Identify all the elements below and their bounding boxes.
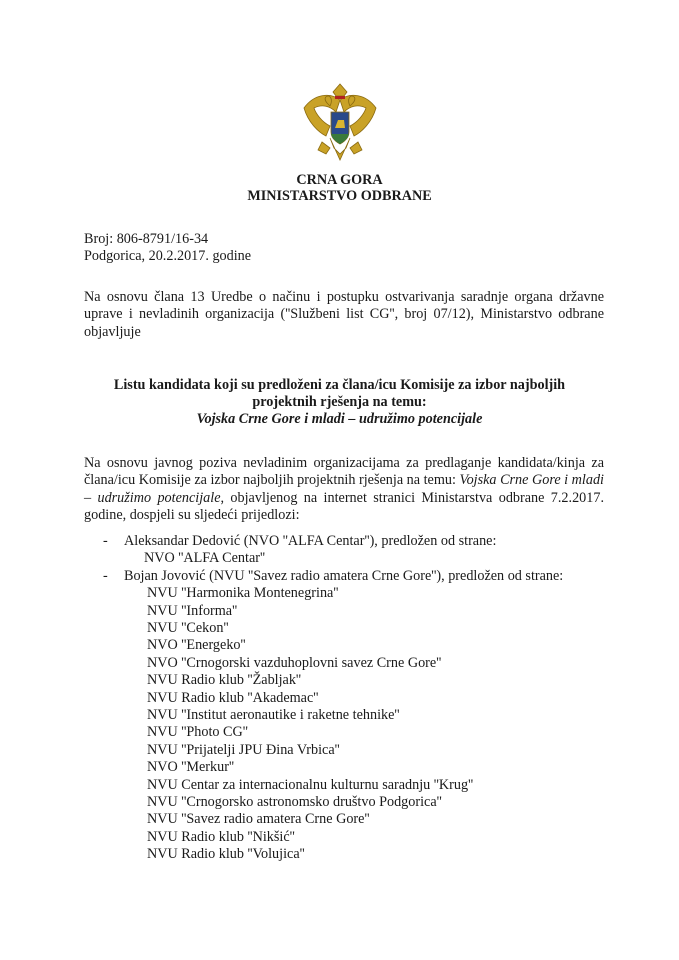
- proposer-item: NVU ''Cekon'': [147, 620, 229, 636]
- proposer-item: NVU ''Institut aeronautike i raketne tehnike'': [147, 707, 400, 723]
- proposer-item: NVU Radio klub ''Volujica'': [147, 846, 305, 863]
- proposer-item: NVU Radio klub ''Nikšić'': [147, 828, 295, 845]
- document-number: Broj: 806-8791/16-34: [84, 231, 209, 247]
- body-line: Na osnovu javnog poziva nevladinim organizacijama za predlaganje kandidata/kinja za: [84, 455, 604, 471]
- proposer-item: NVU ''Informa'': [147, 602, 238, 619]
- intro-line: uprave i nevladinih organizacija (''Službeni list CG'', broj 07/12), Ministarstvo odbrane: [84, 306, 604, 323]
- candidate-name: Bojan Jovović (NVU ''Savez radio amatera Crne Gore''), predložen od strane:: [124, 567, 564, 584]
- title-topic: Vojska Crne Gore i mladi – udružimo potencijale: [196, 411, 483, 427]
- body-text: člana/icu Komisije za izbor najboljih projektnih rješenja na temu:: [84, 472, 460, 489]
- proposer-item: NVU ''Harmonika Montenegrina'': [147, 585, 339, 602]
- proposer-item: NVU ''Photo CG'': [147, 724, 248, 741]
- body-paragraph: [84, 455, 604, 524]
- intro-line: Na osnovu člana 13 Uredbe o načinu i postupku ostvarivanja saradnje organa državne: [84, 289, 604, 305]
- proposer-item: NVO ''Merkur'': [147, 759, 235, 776]
- proposer-item: NVO ''Crnogorski vazduhoplovni savez Crne Gore'': [147, 654, 442, 671]
- topic-italic: Vojska Crne Gore i mladi: [459, 472, 604, 489]
- title-line-2: projektnih rješenja na temu:: [252, 394, 427, 410]
- body-line: [84, 490, 604, 507]
- title-line-1: Listu kandidata koji su predloženi za člana/icu Komisije za izbor najboljih: [113, 377, 566, 393]
- proposer-item: NVU Centar za internacionalnu kulturnu saradnju ''Krug'': [147, 776, 474, 793]
- proposer-item: NVU ''Prijatelji JPU Đina Vrbica'': [147, 741, 340, 758]
- list-dash: -: [103, 533, 108, 549]
- proposer-item: NVU ''Crnogorsko astronomsko društvo Podgorica'': [147, 794, 442, 810]
- proposer-item: NVO ''ALFA Centar'': [144, 550, 266, 567]
- ministry-heading: MINISTARSTVO ODBRANE: [247, 188, 432, 204]
- body-text: , objavljenog na internet stranici Ministarstva odbrane 7.2.2017.: [220, 489, 604, 506]
- intro-paragraph: [84, 289, 604, 341]
- country-heading: CRNA GORA: [296, 172, 383, 188]
- candidate-name: Aleksandar Dedović (NVO ''ALFA Centar''), predložen od strane:: [124, 533, 497, 549]
- body-line: [84, 472, 604, 489]
- place-date: Podgorica, 20.2.2017. godine: [84, 248, 252, 264]
- proposer-item: NVU Radio klub ''Akademac'': [147, 689, 319, 706]
- proposer-item: NVO ''Energeko'': [147, 637, 246, 654]
- coat-of-arms-emblem: [300, 82, 380, 164]
- body-line: godine, dospjeli su sljedeći prijedlozi:: [84, 506, 300, 523]
- intro-line: objavljuje: [84, 323, 141, 340]
- proposer-item: NVU ''Savez radio amatera Crne Gore'': [147, 811, 370, 828]
- topic-italic: – udružimo potencijale: [84, 489, 221, 506]
- list-dash: -: [103, 567, 108, 584]
- proposer-item: NVU Radio klub ''Žabljak'': [147, 672, 302, 689]
